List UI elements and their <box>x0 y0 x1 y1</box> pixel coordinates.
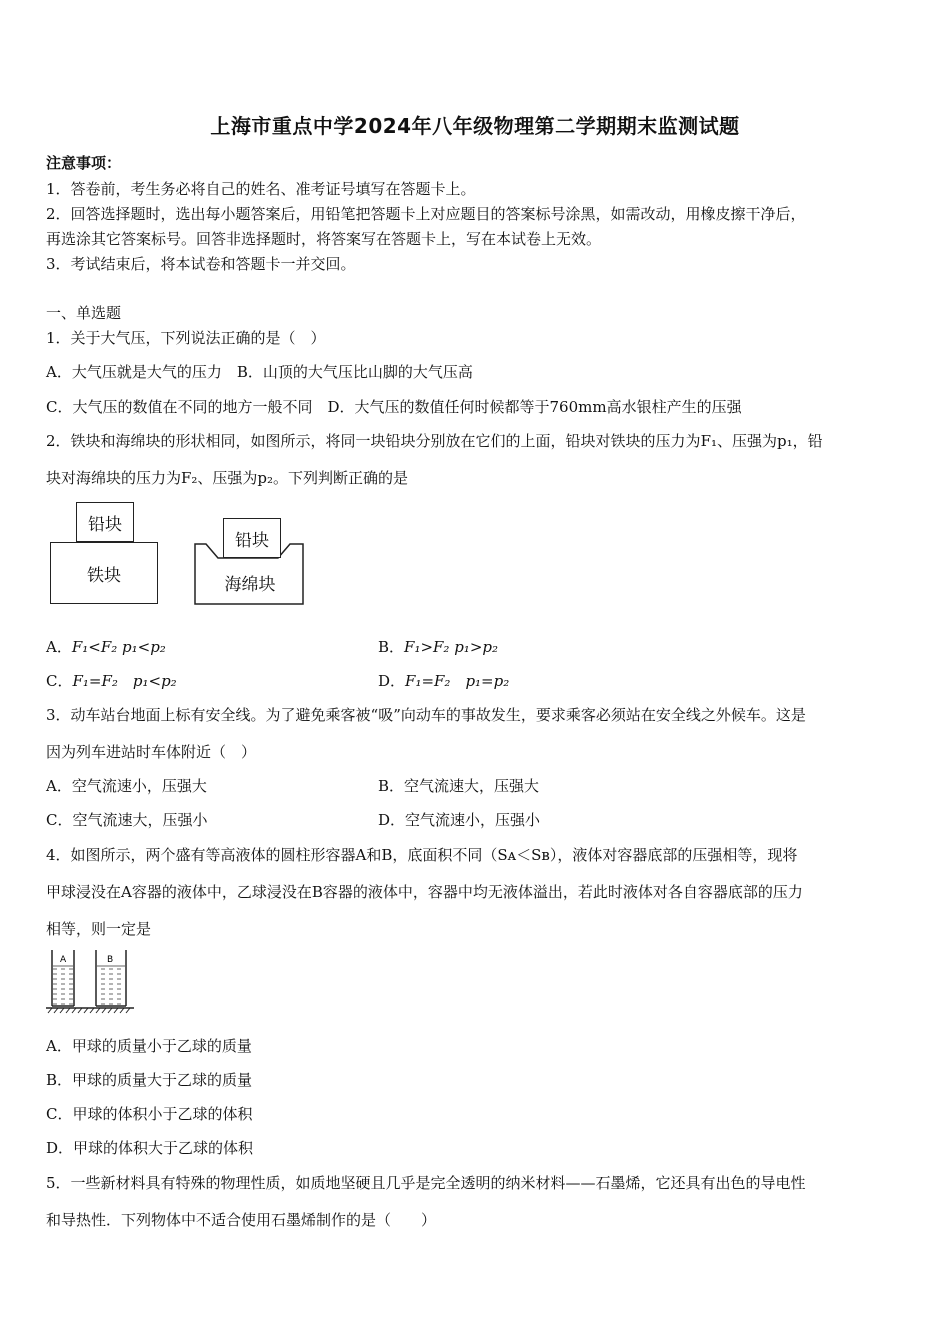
q2-option-a <box>46 636 166 657</box>
q2-figure <box>46 498 316 610</box>
q1-stem: 1．关于大气压，下列说法正确的是（ ） <box>46 329 326 347</box>
q3-option-d: D．空气流速小，压强小 <box>378 811 541 829</box>
q4-option-c: C．甲球的体积小于乙球的体积 <box>46 1105 253 1123</box>
lead-block-on-iron: 铅块 <box>76 502 134 542</box>
q2-stem-line2: 块对海绵块的压力为F₂、压强为p₂。下列判断正确的是 <box>46 469 409 487</box>
q2-stem-text: 2．铁块和海绵块的形状相同，如图所示，将同一块铅块分别放在它们的上面，铅块对铁块的压力为 <box>46 432 701 450</box>
option-label: B． <box>378 638 405 656</box>
section-heading: 一、单选题 <box>46 304 122 322</box>
q4-stem-line2: 甲球浸没在A容器的液体中，乙球浸没在B容器的液体中，容器中均无液体溢出，若此时液体对各自容器底部的压力 <box>46 883 803 901</box>
q1-options-cd: C．大气压的数值在不同的地方一般不同 D．大气压的数值任何时候都等于760mm高水银柱产生的压强 <box>46 398 742 416</box>
q1-options-ab: A．大气压就是大气的压力 B．山顶的大气压比山脚的大气压高 <box>46 363 473 381</box>
container-b-label: B <box>107 955 114 965</box>
container-a-liquid <box>53 966 73 1006</box>
option-label: C． <box>46 672 73 690</box>
q4-stem-line3: 相等，则一定是 <box>46 920 152 938</box>
q4-figure <box>44 946 136 1014</box>
sponge-label: 海绵块 <box>224 575 276 595</box>
q4-option-a: A．甲球的质量小于乙球的质量 <box>46 1037 252 1055</box>
option-text: F₁<F₂ p₁<p₂ <box>71 638 166 656</box>
option-text: F₁=F₂ p₁=p₂ <box>405 672 510 690</box>
notice-item: 1．答卷前，考生务必将自己的姓名、准考证号填写在答题卡上。 <box>46 180 476 198</box>
q3-stem-line2: 因为列车进站时车体附近（ ） <box>46 743 257 761</box>
q2-option-d <box>378 670 509 691</box>
notice-heading: 注意事项： <box>46 154 122 172</box>
lead-block-on-sponge: 铅块 <box>223 518 281 558</box>
q4-option-b: B．甲球的质量大于乙球的质量 <box>46 1071 253 1089</box>
q2-option-b <box>378 636 498 657</box>
iron-block: 铁块 <box>50 542 158 604</box>
q2-stem-line1 <box>46 430 823 451</box>
q5-stem-line2: 和导热性．下列物体中不适合使用石墨烯制作的是（ ） <box>46 1211 437 1229</box>
option-label: D． <box>378 672 406 690</box>
q3-option-c: C．空气流速大，压强小 <box>46 811 208 829</box>
q3-stem-line1: 3．动车站台地面上标有安全线。为了避免乘客被“吸”向动车的事故发生，要求乘客必须站在安全线之外候车。这是 <box>46 706 806 724</box>
q2-stem-vars: F₁、压强为p₁，铅 <box>700 432 823 450</box>
q4-stem-line1: 4．如图所示，两个盛有等高液体的圆柱形容器A和B，底面积不同（Sᴀ＜Sʙ），液体对容器底部的压强相等，现将 <box>46 846 798 864</box>
notice-item: 再选涂其它答案标号。回答非选择题时，将答案写在答题卡上，写在本试卷上无效。 <box>46 230 602 248</box>
q4-option-d: D．甲球的体积大于乙球的体积 <box>46 1139 254 1157</box>
q3-option-b: B．空气流速大，压强大 <box>378 777 540 795</box>
notice-item: 3．考试结束后，将本试卷和答题卡一并交回。 <box>46 255 356 273</box>
q5-stem-line1: 5．一些新材料具有特殊的物理性质，如质地坚硬且几乎是完全透明的纳米材料——石墨烯，它还具有出色的导电性 <box>46 1174 806 1192</box>
q3-option-a: A．空气流速小，压强大 <box>46 777 207 795</box>
container-b-liquid <box>97 966 125 1006</box>
container-a-label: A <box>60 955 67 965</box>
page-title: 上海市重点中学2024年八年级物理第二学期期末监测试题 <box>210 114 740 138</box>
option-label: A． <box>46 638 72 656</box>
q2-option-c <box>46 670 177 691</box>
option-text: F₁=F₂ p₁<p₂ <box>72 672 177 690</box>
notice-item: 2．回答选择题时，选出每小题答案后，用铅笔把答题卡上对应题目的答案标号涂黑，如需改动，用橡皮擦干净后， <box>46 205 806 223</box>
option-text: F₁>F₂ p₁>p₂ <box>404 638 499 656</box>
